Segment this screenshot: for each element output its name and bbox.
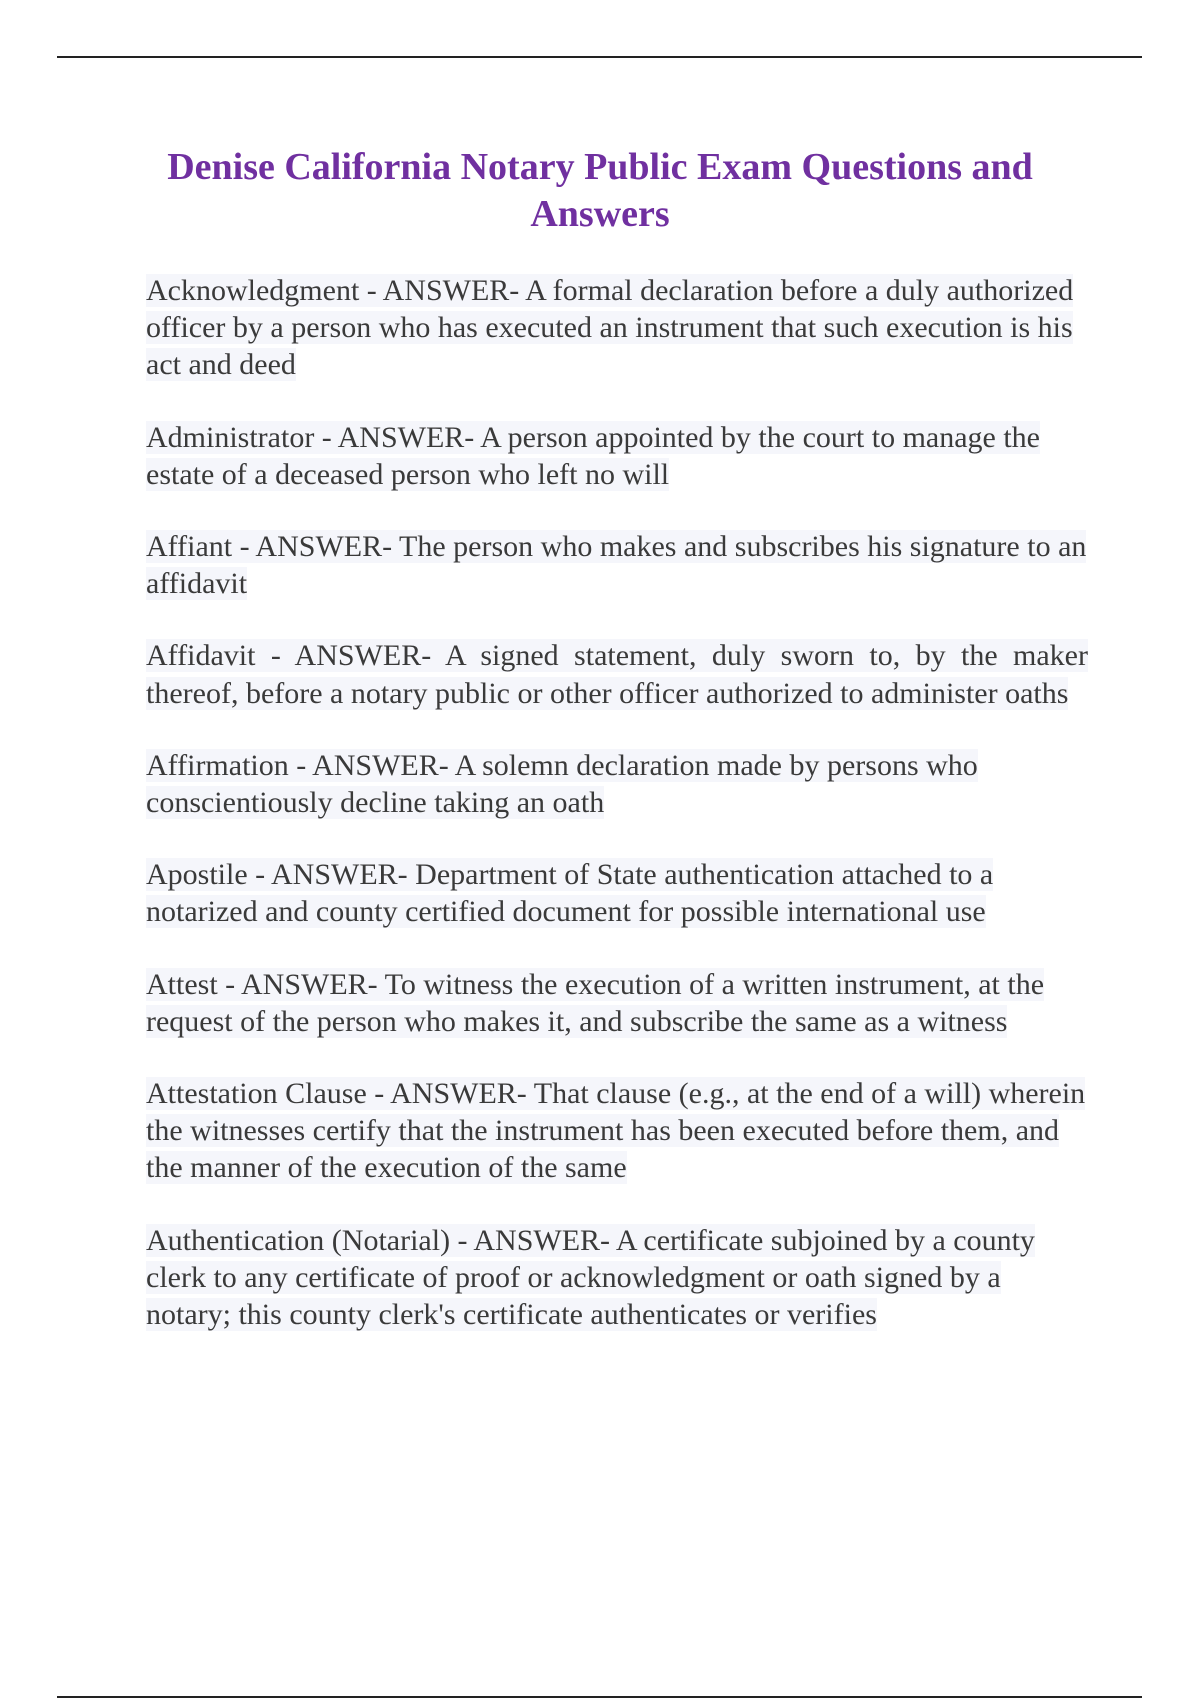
- entry-text: Apostile - ANSWER- Department of State authentication attached to a notarized and county certified document for possible international use: [146, 858, 994, 929]
- entry-text: Authentication (Notarial) - ANSWER- A certificate subjoined by a county clerk to any certificate of proof or acknowledgment or oath signed by a notary; this county clerk's certificate authenticates or verifies: [146, 1223, 1035, 1332]
- entry-text: Administrator - ANSWER- A person appointed by the court to manage the estate of a deceased person who left no will: [146, 420, 1040, 491]
- top-rule: [57, 56, 1142, 58]
- entry-affiant: [146, 528, 1088, 602]
- bottom-rule: [57, 1696, 1142, 1698]
- entry-affirmation: [146, 747, 1088, 821]
- entry-attestation-clause: [146, 1075, 1088, 1187]
- entry-text: Acknowledgment - ANSWER- A formal declaration before a duly authorized officer by a person who has executed an instrument that such execution is his act and deed: [146, 274, 1074, 382]
- entry-text: Attest - ANSWER- To witness the execution of a written instrument, at the request of the person who makes it, and subscribe the same as a witness: [146, 967, 1045, 1038]
- entry-text: Affiant - ANSWER- The person who makes and subscribes his signature to an affidavit: [146, 530, 1087, 601]
- entry-text: Affirmation - ANSWER- A solemn declaration made by persons who conscientiously decline taking an oath: [146, 748, 978, 820]
- entry-affidavit: [146, 637, 1088, 711]
- entry-apostile: [146, 856, 1088, 930]
- entry-list: [146, 272, 1088, 1368]
- entry-text: Affidavit - ANSWER- A signed statement, duly sworn to, by the maker thereof, before a notary public or other officer authorized to administer oaths: [146, 639, 1088, 710]
- entry-acknowledgment: [146, 272, 1088, 384]
- entry-authentication-notarial: [146, 1222, 1088, 1334]
- entry-attest: [146, 966, 1088, 1040]
- entry-administrator: [146, 419, 1088, 493]
- page-title: Denise California Notary Public Exam Questions and Answers: [167, 146, 1033, 235]
- entry-text: Attestation Clause - ANSWER- That clause (e.g., at the end of a will) wherein the witnesses certify that the instrument has been executed before them, and the manner of the execution of the same: [146, 1077, 1086, 1185]
